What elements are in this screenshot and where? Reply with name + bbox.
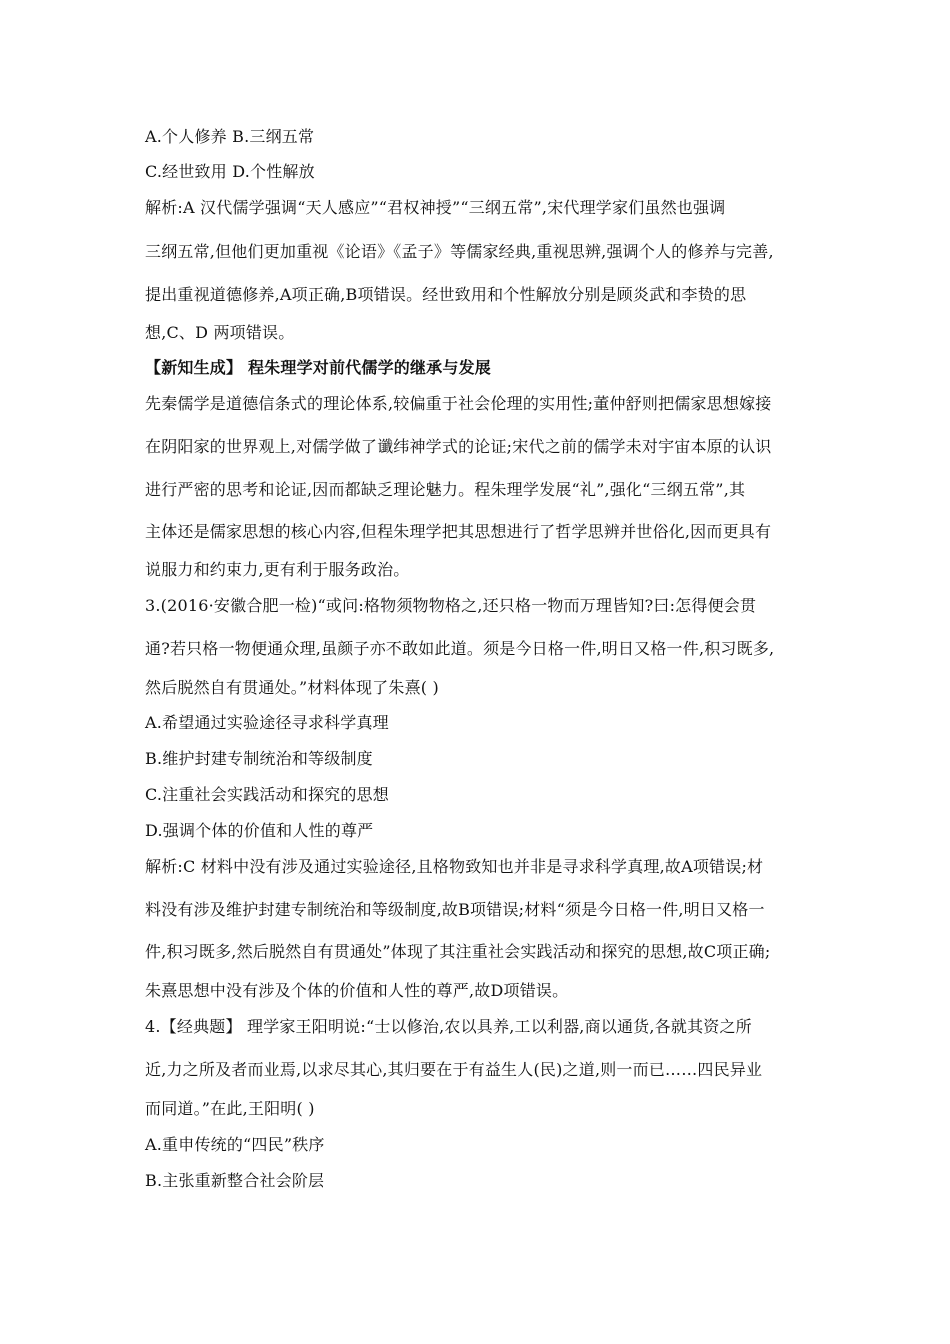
q4-stem-line-3: 而同道。”在此,王阳明( ) [145, 1099, 315, 1118]
q2-analysis-line-2: 三纲五常,但他们更加重视《论语》《孟子》等儒家经典,重视思辨,强调个人的修养与完善, [145, 242, 774, 261]
q3-option-a: A.希望通过实验途径寻求科学真理 [145, 713, 389, 732]
new-knowledge-line-4: 主体还是儒家思想的核心内容,但程朱理学把其思想进行了哲学思辨并世俗化,因而更具有 [145, 522, 772, 541]
q2-options-cd: C.经世致用 D.个性解放 [145, 162, 315, 181]
q3-analysis-line-4: 朱熹思想中没有涉及个体的价值和人性的尊严,故D项错误。 [145, 981, 569, 1000]
new-knowledge-line-2: 在阴阳家的世界观上,对儒学做了谶纬神学式的论证;宋代之前的儒学未对宇宙本原的认识 [145, 437, 772, 456]
q2-analysis-line-1: 解析:A 汉代儒学强调“天人感应”“君权神授”“三纲五常”,宋代理学家们虽然也强调 [145, 198, 726, 217]
q3-option-d: D.强调个体的价值和人性的尊严 [145, 821, 374, 840]
new-knowledge-heading: 【新知生成】 程朱理学对前代儒学的继承与发展 [145, 358, 491, 377]
new-knowledge-line-5: 说服力和约束力,更有利于服务政治。 [145, 560, 410, 579]
q3-analysis-line-3: 件,积习既多,然后脱然自有贯通处”体现了其注重社会实践活动和探究的思想,故C项正确; [145, 942, 771, 961]
q2-options-ab: A.个人修养 B.三纲五常 [145, 127, 315, 146]
q3-option-c: C.注重社会实践活动和探究的思想 [145, 785, 389, 804]
q3-stem-line-1: 3.(2016·安徽合肥一检)“或问:格物须物物格之,还只格一物而万理皆知?曰:怎得便会贯 [145, 596, 757, 615]
q3-option-b: B.维护封建专制统治和等级制度 [145, 749, 373, 768]
q4-stem-line-1: 4.【经典题】 理学家王阳明说:“士以修治,农以具养,工以利器,商以通货,各就其资之所 [145, 1017, 752, 1036]
new-knowledge-line-3: 进行严密的思考和论证,因而都缺乏理论魅力。程朱理学发展“礼”,强化“三纲五常”,其 [145, 480, 746, 499]
q2-analysis-line-4: 想,C、D 两项错误。 [145, 323, 295, 342]
new-knowledge-line-1: 先秦儒学是道德信条式的理论体系,较偏重于社会伦理的实用性;董仲舒则把儒家思想嫁接 [145, 394, 772, 413]
q3-analysis-line-1: 解析:C 材料中没有涉及通过实验途径,且格物致知也并非是寻求科学真理,故A项错误;材 [145, 857, 764, 876]
q3-stem-line-2: 通?若只格一物便通众理,虽颜子亦不敢如此道。须是今日格一件,明日又格一件,积习既多, [145, 639, 775, 658]
q2-analysis-line-3: 提出重视道德修养,A项正确,B项错误。经世致用和个性解放分别是顾炎武和李贽的思 [145, 285, 747, 304]
q3-analysis-line-2: 料没有涉及维护封建专制统治和等级制度,故B项错误;材料“须是今日格一件,明日又格一 [145, 900, 765, 919]
q4-option-b: B.主张重新整合社会阶层 [145, 1171, 325, 1190]
q4-stem-line-2: 近,力之所及者而业焉,以求尽其心,其归要在于有益生人(民)之道,则一而已……四民异业 [145, 1060, 763, 1079]
q3-stem-line-3: 然后脱然自有贯通处。”材料体现了朱熹( ) [145, 678, 439, 697]
q4-option-a: A.重申传统的“四民”秩序 [145, 1135, 325, 1154]
